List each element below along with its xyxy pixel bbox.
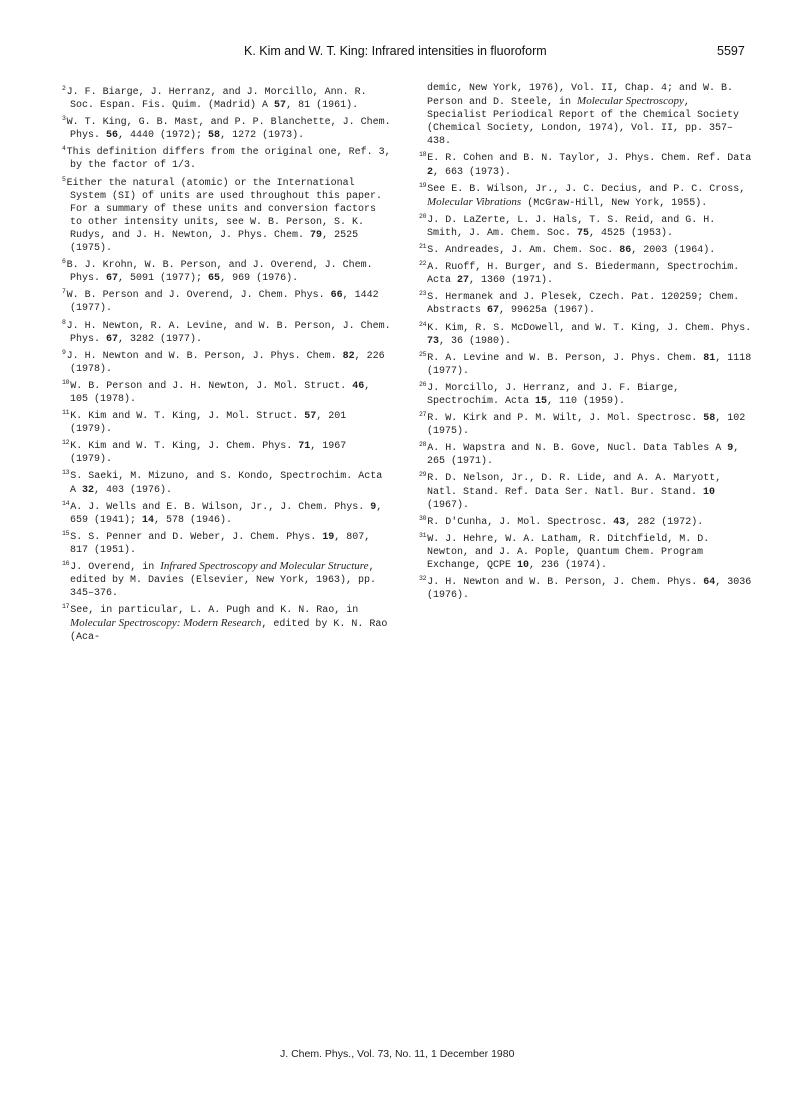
reference-number: 8 [62,318,66,326]
reference-text: W. J. Hehre, W. A. Latham, R. Ditchfield, M. D. Newton, and J. A. Pople, Quantum Chem. Program Exchange, QCPE [427,533,710,571]
reference-entry [419,82,754,148]
reference-volume: 66 [330,290,343,302]
reference-text: Either the natural (atomic) or the International System (SI) of units are used throughout this paper. For a summary of these units and conversion factors to other intensity units, see W. B. Person, S. K. Rudys, and J. H. Newton, J. Phys. Chem. [66,177,383,241]
reference-volume: 64 [703,577,716,589]
reference-text: , 1360 (1971). [469,275,554,287]
reference-volume: 57 [274,100,287,112]
reference-number: 29 [419,471,427,479]
reference-text: W. B. Person and J. H. Newton, J. Mol. Struct. [70,380,353,392]
reference-volume: 71 [298,441,311,453]
reference-text: , 3036 (1976). [427,577,752,602]
reference-entry [419,179,754,210]
reference-text: , 1118 (1977). [427,352,752,377]
reference-entry [419,148,754,178]
reference-entry [62,376,394,406]
references-left-column [62,82,394,645]
reference-text: , edited by K. N. Rao (Aca- [70,619,388,644]
reference-number: 15 [62,529,70,537]
reference-text: J. H. Newton and W. B. Person, J. Chem. Phys. [427,577,704,589]
reference-number: 27 [419,411,427,419]
reference-text: J. H. Newton and W. B. Person, J. Phys. Chem. [66,350,343,362]
reference-volume: 56 [106,130,119,142]
reference-text: R. D. Nelson, Jr., D. R. Lide, and A. A. Maryott, Natl. Stand. Ref. Data Ser. Natl. Bur. Stand. [427,473,722,498]
reference-entry [62,527,394,557]
reference-entry [419,318,754,348]
reference-text: (McGraw-Hill, New York, 1955). [521,197,708,209]
reference-volume: 57 [304,411,317,423]
reference-volume: 9 [727,443,734,455]
reference-number: 3 [62,115,66,123]
reference-text: , 403 (1976). [94,484,173,496]
reference-volume: 67 [487,305,500,317]
reference-number: 2 [62,85,66,92]
reference-text: , 99625a (1967). [499,305,596,317]
reference-text: , 236 (1974). [529,560,608,571]
reference-text: J. D. LaZerte, L. J. Hals, T. S. Reid, and G. H. Smith, J. Am. Chem. Soc. [427,214,716,239]
reference-number: 23 [419,290,427,298]
reference-volume: 10 [517,560,530,571]
reference-text: , 663 (1973). [433,166,512,178]
reference-text: J. H. Newton, R. A. Levine, and W. B. Person, J. Chem. Phys. [66,320,391,345]
reference-entry [62,346,394,376]
reference-entry [419,438,754,468]
reference-text: , 201 (1979). [70,411,347,436]
reference-text: demic, New York, 1976), Vol. II, Chap. 4; and W. B. Person and D. Steele, in [427,83,734,109]
reference-text: , 102 (1975). [427,413,746,438]
reference-italic-title: Molecular Vibrations [427,195,522,208]
reference-volume: 67 [106,333,119,345]
reference-volume: 43 [613,516,626,528]
reference-text: , 969 (1976). [220,273,299,285]
reference-entry [419,468,754,511]
reference-entry [419,257,754,287]
reference-number: 22 [419,260,427,268]
reference-entry [419,348,754,378]
reference-text: A. H. Wapstra and N. B. Gove, Nucl. Data Tables A [427,443,728,455]
reference-volume: 27 [457,275,470,287]
reference-entry [62,82,394,112]
reference-number: 6 [62,258,66,266]
reference-entry [419,240,754,257]
reference-text: , 282 (1972). [625,516,704,528]
reference-number: 19 [419,181,427,189]
reference-entry [419,512,754,529]
reference-text: J. Overend, in [70,562,161,573]
reference-text: S. Andreades, J. Am. Chem. Soc. [427,245,620,257]
reference-number: 10 [62,378,70,386]
reference-text: (1967). [427,499,470,511]
reference-volume: 67 [106,273,119,285]
reference-text: , 1967 (1979). [70,441,347,466]
reference-number: 11 [62,409,70,417]
reference-entry [62,466,394,496]
reference-number: 30 [419,514,427,522]
reference-text: J. F. Biarge, J. Herranz, and J. Morcillo, Ann. R. Soc. Espan. Fis. Quim. (Madrid) A [66,87,367,112]
reference-volume: 15 [535,395,548,407]
reference-number: 17 [62,603,70,611]
reference-text: , 2003 (1964). [631,245,716,257]
reference-entry [419,378,754,408]
reference-text: , 265 (1971). [427,443,740,468]
reference-number: 26 [419,380,427,388]
reference-number: 31 [419,531,427,539]
reference-text: S. S. Penner and D. Weber, J. Chem. Phys. [70,531,323,543]
reference-volume: 73 [427,335,440,347]
reference-volume: 32 [82,484,95,496]
journal-citation-footer: J. Chem. Phys., Vol. 73, No. 11, 1 December 1980 [280,1048,515,1060]
reference-entry [419,408,754,438]
reference-volume: 81 [703,352,716,364]
reference-italic-title: Infrared Spectroscopy and Molecular Structure [160,560,369,572]
reference-volume: 2 [427,166,434,178]
reference-entry [62,557,394,600]
reference-number: 16 [62,560,70,567]
reference-volume: 82 [342,350,355,362]
reference-text: See, in particular, L. A. Pugh and K. N. Rao, in [70,605,359,617]
reference-volume: 75 [577,227,590,239]
reference-volume: 14 [142,514,155,526]
running-header-title: K. Kim and W. T. King: Infrared intensities in fluoroform [244,44,547,58]
reference-number: 18 [419,151,427,159]
reference-text: , 659 (1941); [70,501,383,526]
reference-number: 24 [419,320,427,328]
references-right-column [419,82,754,602]
reference-entry [419,287,754,317]
reference-number: 4 [62,145,66,153]
reference-italic-title: Molecular Spectroscopy [577,95,684,108]
reference-text: R. A. Levine and W. B. Person, J. Phys. Chem. [427,352,704,364]
reference-entry [419,529,754,572]
reference-entry [62,112,394,142]
reference-text: , 81 (1961). [286,100,359,112]
reference-text: , edited by M. Davies (Elsevier, New York, 1963), pp. 345–376. [70,562,377,600]
reference-text: , 5091 (1977); [118,273,209,285]
reference-text: , 4440 (1972); [118,130,209,142]
reference-volume: 58 [208,130,221,142]
reference-number: 21 [419,243,427,251]
reference-volume: 79 [310,229,323,241]
reference-entry [62,285,394,315]
reference-text: S. Saeki, M. Mizuno, and S. Kondo, Spectrochim. Acta A [70,471,383,496]
reference-text: R. D'Cunha, J. Mol. Spectrosc. [427,516,614,528]
reference-number: 12 [62,439,70,447]
reference-text: , 105 (1978). [70,380,371,405]
reference-number: 5 [62,175,66,183]
reference-entry [62,142,394,172]
reference-text: K. Kim and W. T. King, J. Mol. Struct. [70,411,305,423]
reference-entry [419,572,754,602]
reference-text: A. J. Wells and E. B. Wilson, Jr., J. Chem. Phys. [70,501,371,513]
reference-text: W. B. Person and J. Overend, J. Chem. Phys. [66,290,331,302]
reference-text: , 1272 (1973). [220,130,305,142]
reference-number: 13 [62,469,70,477]
reference-text: J. Morcillo, J. Herranz, and J. F. Biarge, Spectrochim. Acta [427,382,680,407]
reference-text: W. T. King, G. B. Mast, and P. P. Blanchette, J. Chem. Phys. [66,117,391,142]
reference-entry [62,255,394,285]
reference-number: 28 [419,441,427,449]
reference-text: R. W. Kirk and P. M. Wilt, J. Mol. Spectrosc. [427,413,704,425]
reference-text: , 110 (1959). [547,395,626,407]
reference-text: K. Kim and W. T. King, J. Chem. Phys. [70,441,299,453]
reference-volume: 19 [322,531,335,543]
reference-number: 14 [62,499,70,507]
reference-italic-title: Molecular Spectroscopy: Modern Research [70,617,262,630]
reference-text: E. R. Cohen and B. N. Taylor, J. Phys. Chem. Ref. Data [427,153,752,165]
reference-text: , 4525 (1953). [589,227,674,239]
reference-number: 25 [419,350,427,358]
reference-number: 9 [62,348,66,356]
reference-text: See E. B. Wilson, Jr., J. C. Decius, and P. C. Cross, [427,183,746,195]
reference-text: , 1442 (1977). [70,290,379,315]
reference-volume: 10 [703,486,716,498]
reference-number: 32 [419,575,427,583]
reference-entry [62,316,394,346]
reference-volume: 86 [619,245,632,257]
reference-volume: 65 [208,273,221,285]
reference-number: 7 [62,288,66,296]
reference-volume: 9 [370,501,377,513]
reference-entry [62,600,394,644]
reference-text: , 3282 (1977). [118,333,203,345]
reference-volume: 46 [352,380,365,392]
reference-text: B. J. Krohn, W. B. Person, and J. Overend, J. Chem. Phys. [66,260,373,285]
reference-entry [419,210,754,240]
reference-entry [62,406,394,436]
reference-text: K. Kim, R. S. McDowell, and W. T. King, J. Chem. Phys. [427,322,752,334]
reference-entry [62,436,394,466]
reference-text: S. Hermanek and J. Plesek, Czech. Pat. 120259; Chem. Abstracts [427,292,740,317]
reference-text: , 226 (1978). [70,350,385,375]
reference-text: , 807, 817 (1951). [70,531,371,556]
reference-entry [62,173,394,256]
reference-volume: 58 [703,413,716,425]
reference-number: 20 [419,212,427,220]
reference-text: , 578 (1946). [154,514,233,526]
reference-text: , 36 (1980). [439,335,512,347]
reference-text: , Specialist Periodical Report of the Chemical Society (Chemical Society, London, 1974), Vol. II, pp. 357–438. [427,97,740,148]
reference-text: , 2525 (1975). [70,229,359,255]
page-number: 5597 [717,44,745,58]
reference-text: This definition differs from the original one, Ref. 3, by the factor of 1/3. [66,147,391,172]
reference-text: A. Ruoff, H. Burger, and S. Biedermann, Spectrochim. Acta [427,262,740,287]
reference-entry [62,497,394,527]
